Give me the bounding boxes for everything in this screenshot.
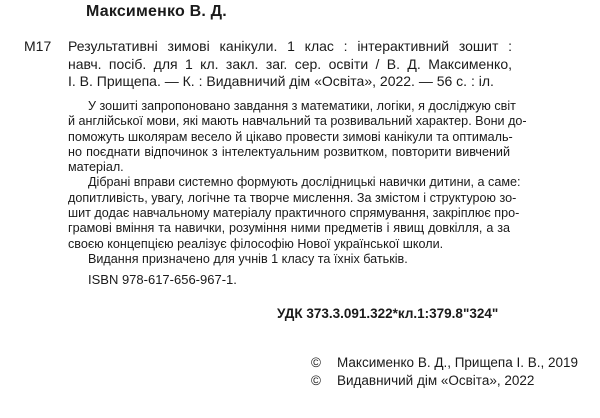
biblio-line: навч. посіб. для 1 кл. закл. заг. сер. освіти / В. Д. Максименко, bbox=[68, 55, 512, 72]
annotation-line: грамові вміння та навички, розуміння ними предметів і явищ довкілля, а за bbox=[68, 221, 510, 236]
annotation-line: Видання призначено для учнів 1 класу та їхніх батьків. bbox=[88, 251, 408, 266]
annotation-line: матеріал. bbox=[68, 160, 124, 175]
annotation-line: Дібрані вправи системно формують дослідницькі навички дитини, а саме: bbox=[88, 175, 521, 190]
copyright-line bbox=[311, 354, 578, 372]
copyright-symbol: © bbox=[311, 355, 321, 370]
copyright-text: Видавничий дім «Освіта», 2022 bbox=[337, 373, 535, 388]
copyright-block bbox=[311, 354, 578, 390]
catalog-code: М17 bbox=[24, 38, 52, 54]
annotation-line: допитливість, увагу, логічне та творче мислення. За змістом і структурою зо- bbox=[68, 190, 517, 205]
annotation-line: но поєднати відпочинок з інтелектуальним розвитком, повторити вивчений bbox=[68, 144, 510, 159]
annotation-text bbox=[68, 99, 527, 267]
biblio-line: Результативні зимові канікули. 1 клас : інтерактивний зошит : bbox=[68, 38, 512, 54]
annotation-line: шит додає навчальному матеріалу практичного спрямування, закріплює про- bbox=[68, 206, 520, 221]
isbn: ISBN 978-617-656-967-1. bbox=[88, 272, 237, 287]
biblio-line: І. В. Прищепа. — К. : Видавничий дім «Освіта», 2022. — 56 с. : іл. bbox=[68, 73, 494, 89]
udc-code: УДК 373.3.091.322*кл.1:379.8"324" bbox=[277, 306, 499, 321]
annotation-line: своєю концепцією реалізує філософію Нової української школи. bbox=[68, 236, 444, 251]
copyright-symbol: © bbox=[311, 373, 321, 388]
copyright-line bbox=[311, 372, 578, 390]
annotation-line: У зошиті запропоновано завдання з математики, логіки, я досліджую світ bbox=[88, 99, 516, 113]
annotation-line: поможуть школярам весело й цікаво провести зимові канікули та оптималь- bbox=[68, 129, 513, 144]
bibliographic-description bbox=[68, 38, 512, 91]
annotation-line: й англійської мови, які мають навчальний та розвивальний характер. Вони до- bbox=[68, 114, 527, 129]
author-heading: Максименко В. Д. bbox=[86, 3, 227, 20]
copyright-text: Максименко В. Д., Прищепа І. В., 2019 bbox=[337, 355, 579, 370]
